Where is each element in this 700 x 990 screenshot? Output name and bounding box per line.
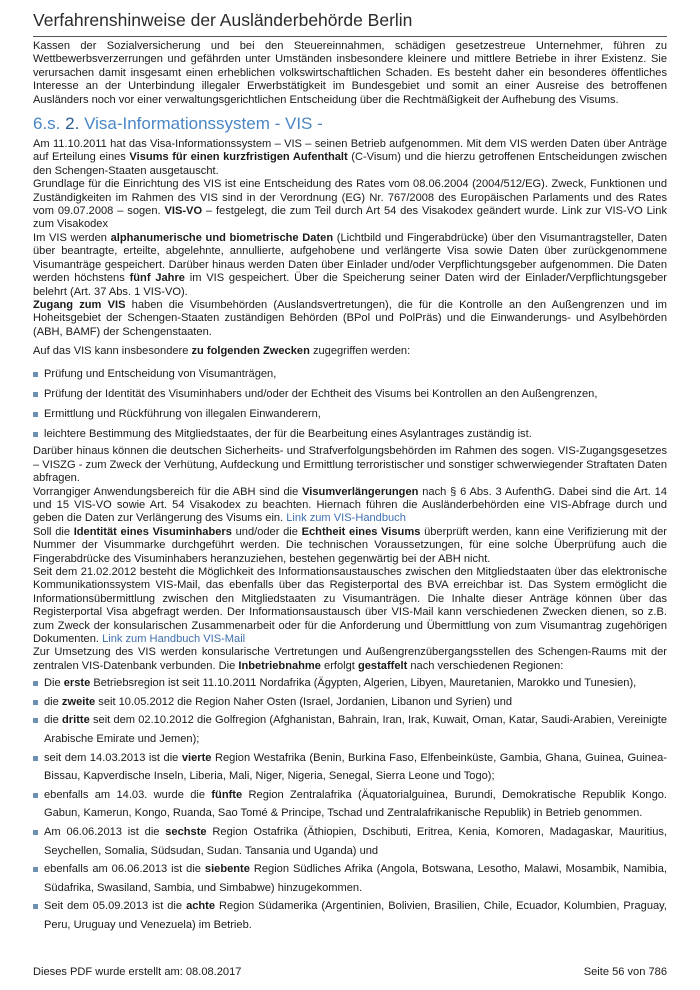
section-heading xyxy=(33,114,667,134)
list-item: seit dem 14.03.2013 ist die vierte Region Westafrika (Benin, Burkina Faso, Elfenbeinküste, Gambia, Ghana, Guinea, Guinea-Bissau, Kapverdische Inseln, Liberia, Mali, Niger, Nigeria, Senegal, Sierra Leone und Togo); xyxy=(33,749,667,786)
list-item: Am 06.06.2013 ist die sechste Region Ostafrika (Äthiopien, Dschibuti, Eritrea, Kenia, Komoren, Madagaskar, Mauritius, Seychellen, Somalia, Südsudan, Sudan. Tansania und Uganda) und xyxy=(33,823,667,860)
list-item: ebenfalls am 14.03. wurde die fünfte Region Zentralafrika (Äquatorialguinea, Burundi, Demokratische Republik Kongo. Gabun, Kamerun, Kongo, Ruanda, Sao Tomé & Principe, Tschad und Zentralafrikanische Republik) in Betrieb genommen. xyxy=(33,786,667,823)
footer-created-date: Dieses PDF wurde erstellt am: 08.08.2017 xyxy=(33,966,242,978)
bullet-icon xyxy=(33,392,38,397)
paragraph-verification: Soll die Identität eines Visuminhabers und/oder die Echtheit eines Visums überprüft werden, kann eine Verifizierung mit der Nummer der Visummarke durchgeführt werden. Die technischen Voraussetzungen, für eine solche Überprüfung auch die Fingerabdrücke des Visuminhabers heranzuziehen, bestehen gegenwärtig bei der ABH nicht. xyxy=(33,525,667,565)
bullet-icon xyxy=(33,904,38,909)
purpose-list xyxy=(33,365,667,444)
section-prefix: 6.s. xyxy=(33,114,61,134)
bullet-icon xyxy=(33,432,38,437)
list-item: leichtere Bestimmung des Mitgliedstaates, der für die Bearbeitung eines Asylantrages zuständig ist. xyxy=(33,425,667,444)
region-list xyxy=(33,674,667,934)
intro-paragraph: Kassen der Sozialversicherung und bei den Steuereinnahmen, schädigen gesetzestreue Unternehmer, führen zu Wettbewerbsverzerrungen und gefährden unter Umständen insbesondere kleinere und mittlere Betriebe in ihrer Existenz. Sie verursachen damit insgesamt einen erheblichen volkswirtschaftlichen Schaden. Es besteht daher ein besonderes öffentliches Interesse an der Unterbindung illegaler Erwerbstätigkeit im Bundesgebiet und somit an einer Ausreise des betroffenen Ausländers noch vor einer verwaltungsgerichtlichen Entscheidung über die Rechtmäßigkeit der Aufhebung des Visums. xyxy=(33,40,667,106)
bullet-icon xyxy=(33,867,38,872)
paragraph-purposes-intro: Auf das VIS kann insbesondere zu folgenden Zwecken zugegriffen werden: xyxy=(33,345,411,358)
bullet-icon xyxy=(33,718,38,723)
paragraph-visa-extension: Vorrangiger Anwendungsbereich für die ABH sind die Visumverlängerungen nach § 6 Abs. 3 AufenthG. Dabei sind die Art. 14 und 15 VIS-VO sowie Art. 54 Visakodex zu beachten. Hiernach führen die Ausländerbehörden eine VIS-Abfrage durch und geben die Daten zur Verlängerung des Visums ein. Link zum VIS-Handbuch xyxy=(33,485,668,525)
list-item: ebenfalls am 06.06.2013 ist die siebente Region Südliches Afrika (Angola, Botswana, Lesotho, Malawi, Mosambik, Namibia, Südafrika, Swasiland, Sambia, und Simbabwe) hinzugekommen. xyxy=(33,860,667,897)
list-item: Seit dem 05.09.2013 ist die achte Region Südamerika (Argentinien, Bolivien, Brasilien, Chile, Ecuador, Kolumbien, Praguay, Peru, Uruguay und Venezuela) im Betrieb. xyxy=(33,897,667,934)
list-item: die dritte seit dem 02.10.2012 die Golfregion (Afghanistan, Bahrain, Iran, Irak, Kuwait, Oman, Katar, Saudi-Arabien, Vereinigte Arabische Emirate und Jemen); xyxy=(33,711,667,748)
section-number: 2. xyxy=(65,114,80,134)
bullet-icon xyxy=(33,793,38,798)
paragraph-rollout: Zur Umsetzung des VIS werden konsularische Vertretungen und Außengrenzübergangsstellen des Schengen-Raums mit der zentralen VIS-Datenbank verbunden. Die Inbetriebnahme erfolgt gestaffelt nach verschiedenen Regionen: xyxy=(33,646,667,672)
bullet-icon xyxy=(33,756,38,761)
section-title: Visa-Informationssystem - VIS - xyxy=(84,114,323,134)
document-body xyxy=(33,40,667,935)
list-item: Prüfung und Entscheidung von Visumanträgen, xyxy=(33,365,667,384)
bullet-icon xyxy=(33,700,38,705)
title-divider xyxy=(33,36,667,37)
paragraph-stored-data: Im VIS werden alphanumerische und biometrische Daten (Lichtbild und Fingerabdrücke) über den Visumantragsteller, Daten über beantragte, erteilte, abgelehnte, annullierte, aufgehobene und verlängerte Visa sowie Daten über zurückgenommene Visumanträge gespeichert. Darüber hinaus werden Daten über Einlader und/oder Verpflichtungsgeber aufgenommen. Die Daten werden höchstens fünf Jahre im VIS gespeichert. Über die Speicherung seiner Daten wird der Einlader/Verpflichtungsgeber belehrt (Art. 37 Abs. 1 VIS-VO). xyxy=(33,231,667,298)
bullet-icon xyxy=(33,830,38,835)
bullet-icon xyxy=(33,681,38,686)
bullet-icon xyxy=(33,372,38,377)
paragraph-vis-mail: Seit dem 21.02.2012 besteht die Möglichkeit des Informationsaustausches zwischen den Mitgliedstaaten über das elektronische Kommunikationssystem VIS-Mail, das ebenfalls über das Registerportal des BVA erreichbar ist. Das System ermöglicht die Informationsübermittlung zwischen den Mitgliedstaaten zu Visumanträgen. Die Inhalte dieser Anträge können über das Registerportal Visa abgefragt werden. Der Informationsaustausch über VIS-Mail kann verschiedenen Zwecken dienen, so z.B. zum Zweck der konsularischen Zusammenarbeit oder für die Anforderung und Übermittlung von zum Visumantrag zugehörigen Dokumenten. Link zum Handbuch VIS-Mail xyxy=(33,565,667,645)
paragraph-vis-start: Am 11.10.2011 hat das Visa-Informationssystem – VIS – seinen Betrieb aufgenommen. Mit dem VIS werden Daten über Anträge auf Erteilung eines Visums für einen kurzfristigen Aufenthalt (C-Visum) und die hierzu getroffenen Entscheidungen zwischen den Schengen-Staaten ausgetauscht. xyxy=(33,138,667,177)
list-item: die zweite seit 10.05.2012 die Region Naher Osten (Israel, Jordanien, Libanon und Syrien) und xyxy=(33,693,667,712)
paragraph-legal-basis: Grundlage für die Einrichtung des VIS ist eine Entscheidung des Rates vom 08.06.2004 (2004/512/EG). Zweck, Funktionen und Zuständigkeiten im Rahmen des VIS sind in der Verordnung (EG) Nr. 767/2008 des Europäischen Parlaments und des Rates vom 09.07.2008 – sogen. VIS-VO – festgelegt, die zum Teil durch Art 54 des Visakodex geändert wurde. Link zur VIS-VO Link zum Visakodex xyxy=(33,178,667,231)
paragraph-access: Zugang zum VIS haben die Visumbehörden (Auslandsvertretungen), die für die Kontrolle an den Außengrenzen und im Hoheitsgebiet der Schengen-Staaten zuständigen Behörden (BPol und PolPräs) und die Einwanderungs- und Asylbehörden (ABH, BAMF) der Schengenstaaten. xyxy=(33,298,667,338)
list-item: Prüfung der Identität des Visuminhabers und/oder der Echtheit des Visums bei Kontrollen an den Außengrenzen, xyxy=(33,385,667,404)
document-title: Verfahrenshinweise der Ausländerbehörde Berlin xyxy=(33,10,413,30)
vis-mail-handbook-link[interactable]: Link zum Handbuch VIS-Mail xyxy=(102,632,246,645)
list-item: Die erste Betriebsregion ist seit 11.10.2011 Nordafrika (Ägypten, Algerien, Libyen, Mauretanien, Marokko und Tunesien), xyxy=(33,674,667,693)
bullet-icon xyxy=(33,412,38,417)
vis-handbook-link[interactable]: Link zum VIS-Handbuch xyxy=(286,512,406,525)
list-item: Ermittlung und Rückführung von illegalen Einwanderern, xyxy=(33,405,667,424)
paragraph-security-authorities: Darüber hinaus können die deutschen Sicherheits- und Strafverfolgungsbehörden im Rahmen des sogen. VIS-Zugangsgesetzes – VISZG - zum Zweck der Verhütung, Aufdeckung und Ermittlung terroristischer und sonstiger schwerwiegender Straftaten Daten abfragen. xyxy=(33,445,667,485)
footer-page-number: Seite 56 von 786 xyxy=(583,966,667,978)
